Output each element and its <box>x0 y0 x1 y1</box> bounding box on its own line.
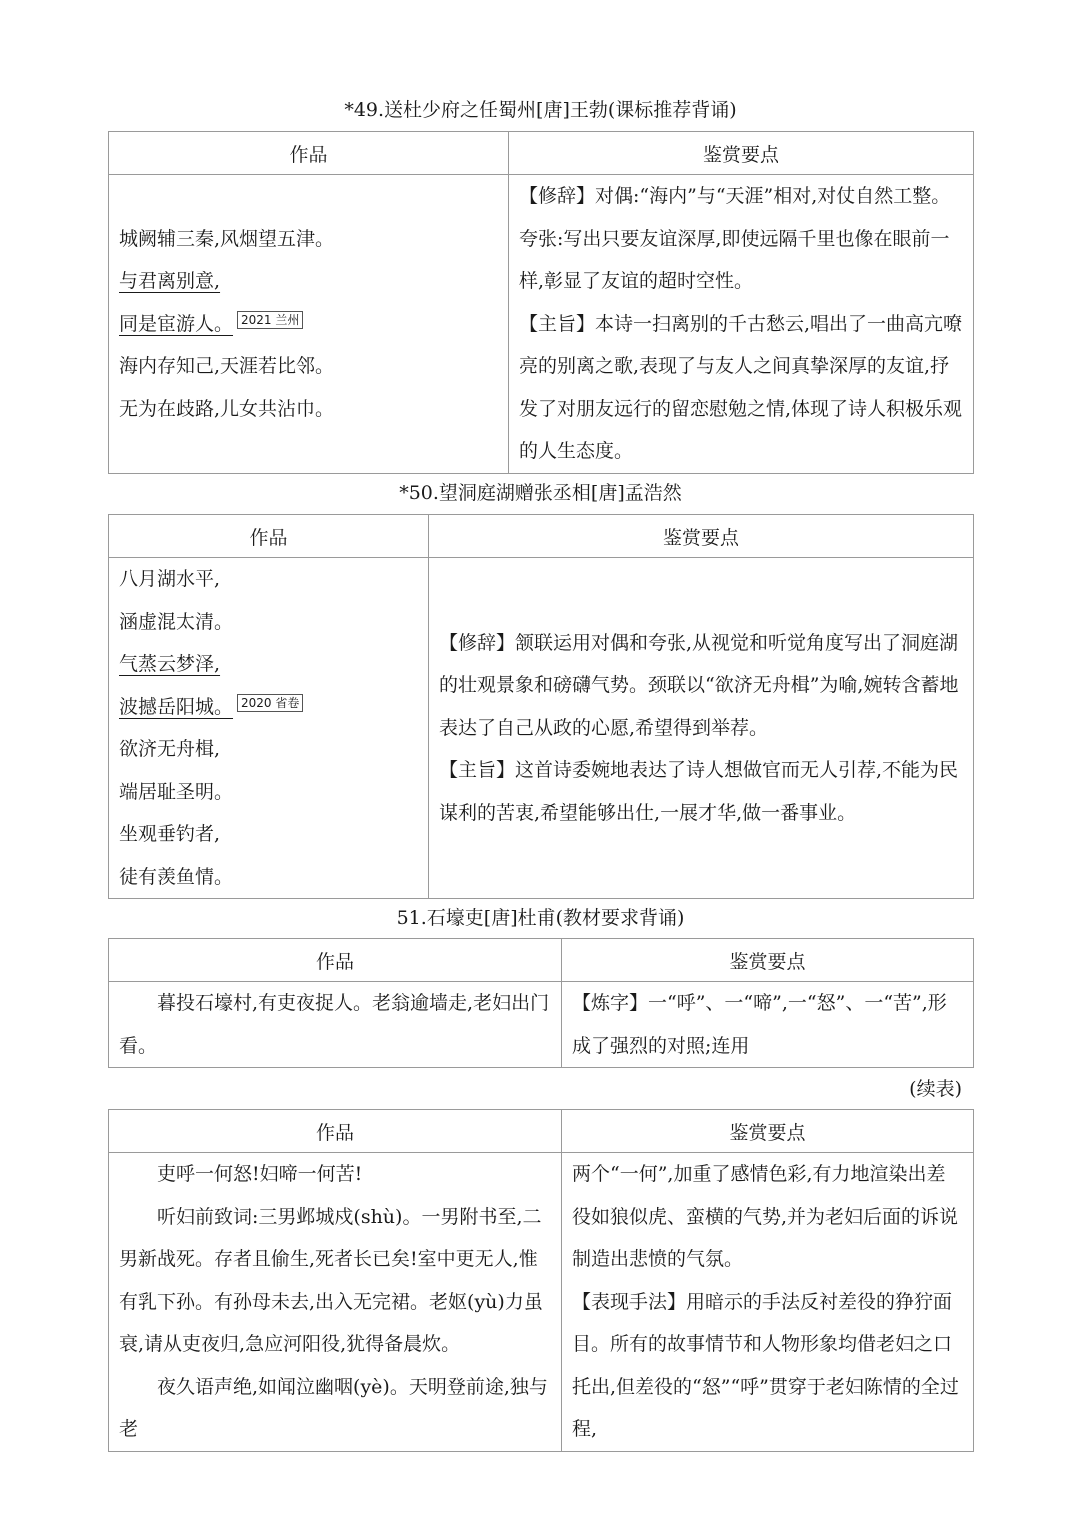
poem51-notes-cell <box>562 982 974 1068</box>
poem-line: 徒有羡鱼情。 <box>119 865 234 888</box>
notes-header: 鉴赏要点 <box>562 939 974 982</box>
poem51-text-cell <box>109 982 562 1068</box>
notes-header: 鉴赏要点 <box>562 1110 974 1153</box>
poem-line: 八月湖水平, <box>119 568 221 590</box>
poem-line: 涵虚混太清。 <box>119 610 234 633</box>
note-technique: 【表现手法】用暗示的手法反衬差役的狰狞面目。所有的故事情节和人物形象均借老妇之口托出,但差役的“怒”“呼”贯穿于老妇陈情的全过程, <box>572 1290 959 1440</box>
poem-paragraph: 暮投石壕村,有吏夜捉人。老翁逾墙走,老妇出门看。 <box>119 992 550 1057</box>
note-theme: 【主旨】这首诗委婉地表达了诗人想做官而无人引荐,不能为民谋利的苦衷,希望能够出仕,一展才华,做一番事业。 <box>439 759 959 824</box>
poem-line: 城阙辅三秦,风烟望五津。 <box>119 227 335 250</box>
poem-line: 无为在歧路,儿女共沾巾。 <box>119 397 335 420</box>
poem50-notes-cell <box>429 558 974 899</box>
continued-label: (续表) <box>909 1078 962 1100</box>
work-header: 作品 <box>109 515 429 558</box>
note-rhetoric: 【修辞】对偶:“海内”与“天涯”相对,对仗自然工整。夸张:写出只要友谊深厚,即使远隔千里也像在眼前一样,彰显了友谊的超时空性。 <box>519 185 951 292</box>
note-emphasis: 两个“一何”,加重了感情色彩,有力地渲染出差役如狼似虎、蛮横的气势,并为老妇后面的诉说制造出悲愤的气氛。 <box>572 1163 959 1270</box>
note-rhetoric: 【修辞】颔联运用对偶和夸张,从视觉和听觉角度写出了洞庭湖的壮观景象和磅礴气势。颈联以“欲济无舟楫”为喻,婉转含蓄地表达了自己从政的心愿,希望得到举荐。 <box>439 631 959 739</box>
poem-paragraph: 听妇前致词:三男邺城戍(shù)。一男附书至,二男新战死。存者且偷生,死者长已矣!室中更无人,惟有乳下孙。有孙母未去,出入无完裙。老妪(yù)力虽衰,请从吏夜归,急应河阳役,犹得备晨炊。 <box>119 1205 543 1355</box>
poem49-title: *49.送杜少府之任蜀州[唐]王勃(课标推荐背诵) <box>344 99 737 121</box>
poem-line: 与君离别意, <box>119 270 221 292</box>
poem-line: 海内存知己,天涯若比邻。 <box>119 355 335 377</box>
poem50-title: *50.望洞庭湖赠张丞相[唐]孟浩然 <box>399 482 682 504</box>
poem-line: 波撼岳阳城。 2020 省卷 <box>119 686 418 729</box>
poem51-table <box>108 938 974 1068</box>
poem50-table <box>108 514 974 899</box>
poem-line: 欲济无舟楫, <box>119 738 221 760</box>
notes-header: 鉴赏要点 <box>509 132 974 175</box>
work-header: 作品 <box>109 939 562 982</box>
poem-line: 坐观垂钓者, <box>119 823 221 845</box>
work-header: 作品 <box>109 1110 562 1153</box>
poem49-text-cell <box>109 175 509 474</box>
poem-paragraph: 吏呼一何怒!妇啼一何苦! <box>157 1163 363 1185</box>
note-theme: 【主旨】本诗一扫离别的千古愁云,唱出了一曲高亢嘹亮的别离之歌,表现了与友人之间真挚深厚的友谊,抒发了对朋友远行的留恋慰勉之情,体现了诗人积极乐观的人生态度。 <box>519 312 963 462</box>
poem-line: 气蒸云梦泽, <box>119 653 221 675</box>
poem-paragraph: 夜久语声绝,如闻泣幽咽(yè)。天明登前途,独与老 <box>119 1375 548 1440</box>
continued-notes-cell <box>562 1153 974 1452</box>
exam-tag: 2020 省卷 <box>237 694 303 712</box>
exam-tag: 2021 兰州 <box>237 311 303 329</box>
poem49-notes-cell <box>509 175 974 474</box>
poem-line: 同是宦游人。 2021 兰州 <box>119 303 498 346</box>
poem50-text-cell <box>109 558 429 899</box>
poem-line: 端居耻圣明。 <box>119 780 234 803</box>
note-word-choice: 【炼字】一“呼”、一“啼”,一“怒”、一“苦”,形成了强烈的对照;连用 <box>572 992 947 1057</box>
notes-header: 鉴赏要点 <box>429 515 974 558</box>
continued-table <box>108 1109 974 1452</box>
work-header: 作品 <box>109 132 509 175</box>
continued-text-cell <box>109 1153 562 1452</box>
poem49-table <box>108 131 974 474</box>
poem51-title: 51.石壕吏[唐]杜甫(教材要求背诵) <box>396 907 685 929</box>
